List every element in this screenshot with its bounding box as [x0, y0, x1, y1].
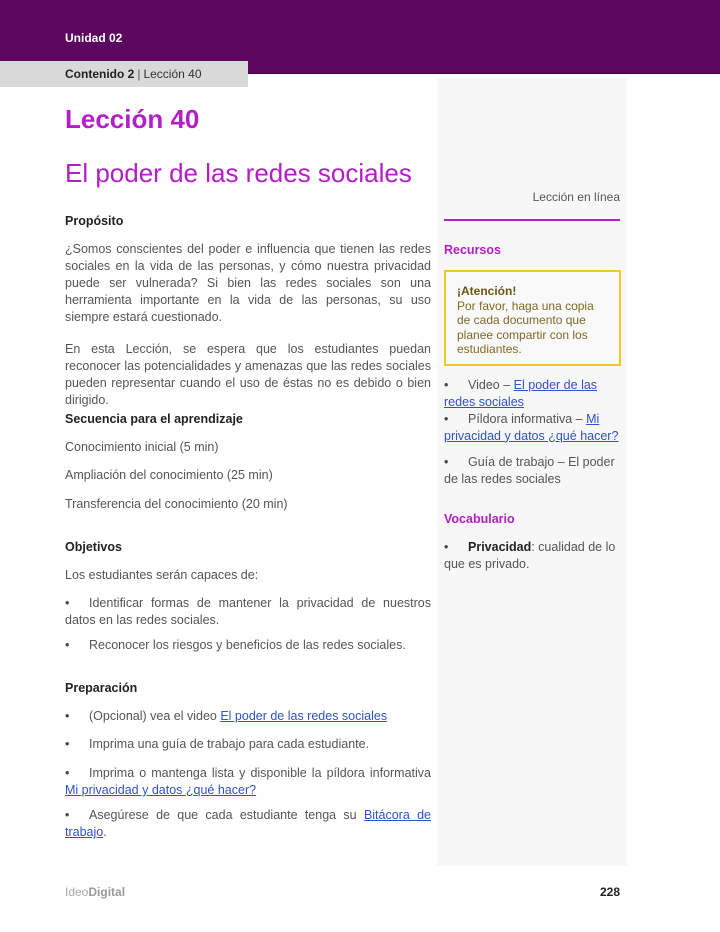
online-lesson-label: Lección en línea — [532, 190, 620, 204]
objective-item: • Identificar formas de mantener la privacidad de nuestros datos en las redes sociales. — [65, 596, 431, 627]
logbook-link[interactable]: Bitácora de trabajo — [65, 808, 432, 839]
vocabulary-heading: Vocabulario — [444, 512, 515, 526]
breadcrumb-lesson: Lección 40 — [143, 67, 202, 81]
lesson-subtitle: El poder de las redes sociales — [65, 158, 412, 188]
bullet-icon: • — [65, 638, 70, 652]
vocabulary-item — [444, 539, 620, 572]
preparation-heading: Preparación — [65, 681, 138, 695]
breadcrumb-separator: | — [137, 67, 141, 81]
bullet-icon: • — [444, 412, 449, 426]
resource-video-link[interactable]: El poder de las redes sociales — [444, 378, 598, 409]
lesson-title: Lección 40 — [65, 104, 200, 134]
bullet-icon: • — [65, 766, 70, 780]
vocabulary-term: Privacidad — [468, 540, 532, 554]
preparation-item: • Asegúrese de que cada estudiante tenga su Bitácora de trabajo. — [65, 808, 432, 839]
objectives-intro: Los estudiantes serán capaces de: — [65, 568, 259, 582]
resource-item-video: • Video – El poder de las redes sociales — [444, 378, 598, 409]
page-number: 228 — [600, 885, 621, 899]
objectives-heading: Objetivos — [65, 540, 122, 554]
bullet-icon: • — [65, 596, 70, 610]
pill-link[interactable]: Mi privacidad y datos ¿qué hacer? — [65, 783, 257, 797]
bullet-icon: • — [444, 378, 449, 392]
bullet-icon: • — [444, 540, 449, 554]
preparation-item: • Imprima una guía de trabajo para cada estudiante. — [65, 737, 370, 751]
resource-item-guide: • Guía de trabajo – El poder de las redes sociales — [444, 455, 615, 486]
unit-label: Unidad 02 — [65, 31, 123, 45]
purpose-paragraph-2: En esta Lección, se espera que los estudiantes puedan reconocer las potencialidades y amenazas que las redes sociales pueden representar cuando el uso de éstas no es debido o bien dirigido. — [65, 342, 431, 407]
objective-item: • Reconocer los riesgos y beneficios de las redes sociales. — [65, 638, 406, 652]
preparation-item: • (Opcional) vea el video El poder de las redes sociales — [65, 709, 388, 723]
resources-heading: Recursos — [444, 243, 501, 257]
sequence-item: Ampliación del conocimiento (25 min) — [65, 468, 273, 482]
vocabulary-definition: : cualidad de lo que es privado. — [444, 540, 616, 571]
footer-brand: IdeoDigital — [65, 885, 126, 899]
sequence-heading: Secuencia para el aprendizaje — [65, 412, 243, 426]
sequence-item: Conocimiento inicial (5 min) — [65, 440, 219, 454]
preparation-item: • Imprima o mantenga lista y disponible la píldora informativa Mi privacidad y datos ¿qué hacer? — [65, 766, 431, 797]
purpose-paragraph-1: ¿Somos conscientes del poder e influencia que tienen las redes sociales en la vida de las personas, y cómo nuestra privacidad puede ser vulnerada? Si bien las redes sociales son una herramienta importante en la vida de las personas, su uso siempre estará cuestionado. — [65, 242, 431, 324]
bullet-icon: • — [65, 808, 70, 822]
video-link[interactable]: El poder de las redes sociales — [220, 709, 388, 723]
breadcrumb — [0, 61, 248, 87]
bullet-icon: • — [65, 709, 70, 723]
sequence-item: Transferencia del conocimiento (20 min) — [65, 497, 288, 511]
attention-box — [444, 270, 621, 366]
resource-item-pill: • Píldora informativa – Mi privacidad y datos ¿qué hacer? — [444, 412, 619, 443]
resource-pill-link[interactable]: Mi privacidad y datos ¿qué hacer? — [444, 412, 619, 443]
bullet-icon: • — [444, 455, 449, 469]
attention-title: ¡Atención! — [457, 284, 517, 298]
purpose-heading: Propósito — [65, 214, 124, 228]
attention-body: Por favor, haga una copia de cada documento que planee compartir con los estudiantes. — [457, 298, 594, 356]
bullet-icon: • — [65, 737, 70, 751]
breadcrumb-content: Contenido 2 — [65, 67, 135, 81]
divider — [444, 219, 620, 221]
